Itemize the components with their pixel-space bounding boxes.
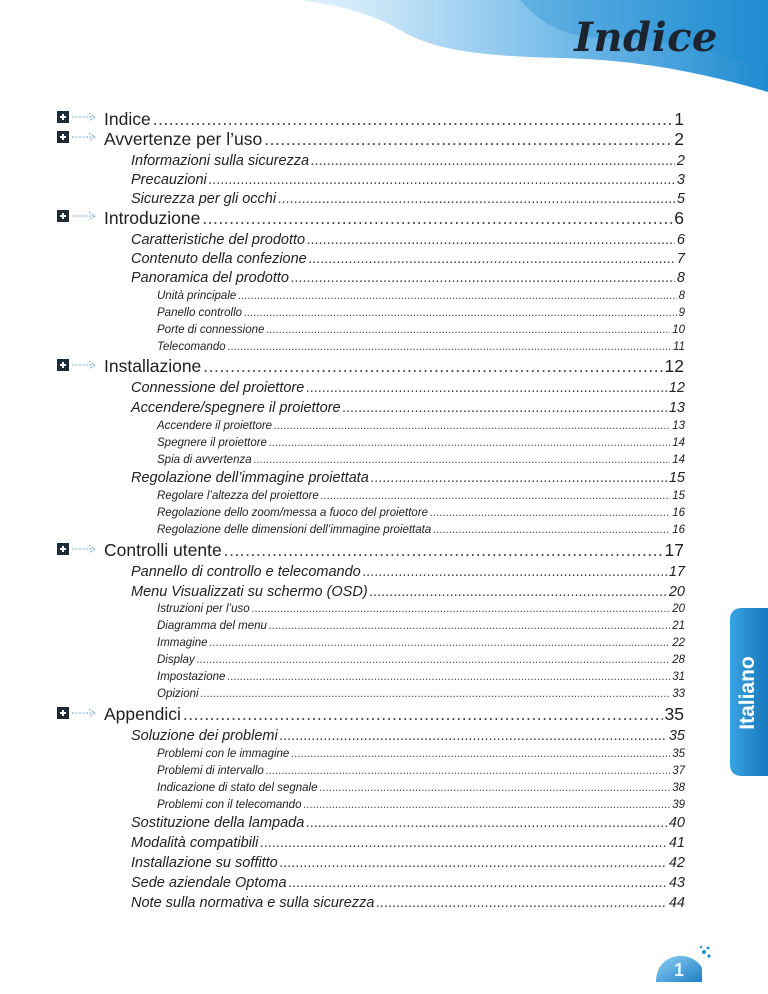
plus-arrow-icon [56,110,100,124]
leader-dots [227,671,670,683]
toc-label: Telecomando [157,341,226,353]
toc-label: Avvertenze per l’uso [104,129,263,149]
toc-page: 39 [672,799,685,811]
toc-label: Problemi con il telecomando [157,799,302,811]
toc-label: Panello controllo [157,307,243,319]
leader-dots [269,620,670,632]
toc-entry[interactable] [104,356,684,377]
toc-entry[interactable] [131,470,685,486]
toc-label: Sede aziendale Optoma [131,875,287,891]
toc-page: 13 [672,420,685,432]
toc-entry[interactable] [131,380,685,396]
leader-dots [202,208,672,229]
toc-page: 17 [668,564,685,580]
toc-page: 12 [668,380,685,396]
leader-dots [266,765,670,777]
toc-entry[interactable] [131,400,685,416]
toc-entry[interactable] [157,688,685,700]
leader-dots [228,341,671,353]
leader-dots [280,728,667,744]
toc-label: Unità principale [157,290,237,302]
toc-entry[interactable] [131,584,685,600]
leader-dots [254,454,671,466]
toc-page: 1 [674,109,684,129]
toc-label: Regolazione dell’immagine proiettata [131,470,369,486]
toc-label: Modalità compatibili [131,835,259,851]
toc-entry[interactable] [104,109,684,130]
toc-label: Controlli utente [104,540,222,560]
toc-page: 14 [672,454,685,466]
toc-page: 12 [664,356,684,376]
toc-label: Indice [104,109,151,129]
toc-page: 6 [674,208,684,228]
toc-page: 2 [674,129,684,149]
leader-dots [224,540,663,561]
toc-page: 9 [678,307,685,319]
toc-entry[interactable] [157,341,685,353]
toc-entry[interactable] [131,232,685,248]
leader-dots [203,356,662,377]
leader-dots [433,524,670,536]
toc-entry[interactable] [131,270,685,286]
toc-entry[interactable] [157,524,685,536]
toc-label: Porte di connessione [157,324,265,336]
toc-page: 15 [672,490,685,502]
page-title: Indice [574,14,718,61]
toc-label: Display [157,654,195,666]
toc-label: Appendici [104,704,181,724]
toc-label: Connessione del proiettore [131,380,305,396]
toc-entry[interactable] [157,765,685,777]
page-header [0,0,768,100]
leader-dots [209,172,675,188]
toc-entry[interactable] [157,437,685,449]
toc-page: 8 [676,270,685,286]
toc-label: Problemi di intervallo [157,765,264,777]
toc-page: 44 [668,895,685,911]
toc-page: 11 [673,341,685,353]
toc-label: Accendere/spegnere il proiettore [131,400,341,416]
toc-label: Spia di avvertenza [157,454,252,466]
plus-arrow-icon [56,706,100,720]
leader-dots [309,251,675,267]
toc-page: 20 [668,584,685,600]
toc-page: 10 [672,324,685,336]
language-label [730,618,766,768]
leader-dots [430,507,670,519]
leader-dots [289,875,667,891]
plus-arrow-icon [56,130,100,144]
toc-page: 37 [672,765,685,777]
leader-dots [274,420,670,432]
toc-entry[interactable] [157,290,685,302]
toc-entry[interactable] [131,815,685,831]
toc-page: 7 [676,251,685,267]
toc-page: 35 [664,704,684,724]
page-number-badge [654,944,714,984]
toc-label: Pannello di controllo e telecomando [131,564,361,580]
toc-label: Precauzioni [131,172,207,188]
toc-page: 17 [664,540,684,560]
toc-entry[interactable] [157,654,685,666]
leader-dots [278,191,675,207]
toc-page: 20 [672,603,685,615]
toc-entry[interactable] [131,172,685,188]
toc-label: Contenuto della confezione [131,251,307,267]
toc-page: 33 [672,688,685,700]
plus-arrow-icon [56,209,100,223]
toc-page: 40 [668,815,685,831]
toc-page: 21 [672,620,685,632]
leader-dots [252,603,671,615]
toc-entry[interactable] [157,799,685,811]
toc-label: Soluzione dei problemi [131,728,278,744]
toc-label: Caratteristiche del prodotto [131,232,306,248]
toc-page: 16 [672,507,685,519]
toc-entry[interactable] [131,191,685,207]
toc-label: Introduzione [104,208,201,228]
leader-dots [260,835,667,851]
toc-label: Spegnere il proiettore [157,437,267,449]
leader-dots [210,637,671,649]
toc-page: 13 [668,400,685,416]
leader-dots [291,270,675,286]
toc-entry[interactable] [157,324,685,336]
toc-page: 14 [672,437,685,449]
toc-entry[interactable] [157,420,685,432]
leader-dots [303,799,670,811]
toc-entry[interactable] [157,637,685,649]
toc-page: 41 [668,835,685,851]
leader-dots [321,490,670,502]
leader-dots [269,437,670,449]
toc-entry[interactable] [131,835,685,851]
toc-entry[interactable] [157,507,685,519]
toc-entry[interactable] [104,208,684,229]
leader-dots [370,584,667,600]
toc-entry[interactable] [157,490,685,502]
toc-entry[interactable] [157,454,685,466]
toc-page: 8 [678,290,685,302]
toc-label: Regolazione dello zoom/messa a fuoco del proiettore [157,507,429,519]
leader-dots [363,564,667,580]
toc-entry[interactable] [157,782,685,794]
toc-page: 42 [668,855,685,871]
toc-entry[interactable] [131,895,685,911]
toc-entry[interactable] [131,875,685,891]
toc-page: 35 [668,728,685,744]
toc-entry[interactable] [131,153,685,169]
toc-entry[interactable] [157,307,685,319]
toc-page: 5 [676,191,685,207]
toc-page: 38 [672,782,685,794]
leader-dots [238,290,676,302]
toc-page: 2 [676,153,685,169]
leader-dots [306,815,667,831]
toc-label: Accendere il proiettore [157,420,273,432]
language-side-tab [728,608,768,776]
leader-dots [319,782,670,794]
toc-page: 35 [672,748,685,760]
language-label-text: Italiano [736,656,759,730]
toc-entry[interactable] [131,855,685,871]
leader-dots [244,307,677,319]
plus-arrow-icon [56,542,100,556]
leader-dots [376,895,666,911]
toc-entry[interactable] [131,564,685,580]
toc-label: Installazione su soffitto [131,855,278,871]
toc-label: Sicurezza per gli occhi [131,191,277,207]
toc-page: 16 [672,524,685,536]
leader-dots [280,855,667,871]
toc-label: Installazione [104,356,202,376]
toc-entry[interactable] [104,704,684,725]
toc-label: Sostituzione della lampada [131,815,305,831]
leader-dots [197,654,670,666]
toc-label: Opizioni [157,688,199,700]
leader-dots [311,153,675,169]
toc-page: 43 [668,875,685,891]
leader-dots [153,109,673,130]
toc-entry[interactable] [131,728,685,744]
plus-arrow-icon [56,358,100,372]
toc-label: Problemi con le immagine [157,748,290,760]
leader-dots [306,380,667,396]
toc-label: Regolazione delle dimensioni dell’immagine proiettata [157,524,432,536]
leader-dots [266,324,670,336]
toc-label: Informazioni sulla sicurezza [131,153,310,169]
toc-page: 22 [672,637,685,649]
toc-label: Note sulla normativa e sulla sicurezza [131,895,375,911]
toc-label: Menu Visualizzati su schermo (OSD) [131,584,368,600]
toc-page: 15 [668,470,685,486]
leader-dots [307,232,675,248]
toc-entry[interactable] [157,671,685,683]
toc-label: Immagine [157,637,208,649]
toc-entry[interactable] [104,540,684,561]
toc-entry[interactable] [104,129,684,150]
leader-dots [264,129,672,150]
toc-label: Impostazione [157,671,226,683]
leader-dots [201,688,671,700]
leader-dots [291,748,670,760]
toc-entry[interactable] [157,620,685,632]
toc-label: Regolare l’altezza del proiettore [157,490,319,502]
leader-dots [183,704,663,725]
toc-label: Diagramma del menu [157,620,267,632]
toc-label: Istruzioni per l’uso [157,603,250,615]
page-number: 1 [673,960,684,980]
toc-page: 3 [676,172,685,188]
toc-label: Indicazione di stato del segnale [157,782,318,794]
toc-entry[interactable] [157,748,685,760]
toc-page: 28 [672,654,685,666]
leader-dots [371,470,667,486]
leader-dots [343,400,667,416]
toc-entry[interactable] [157,603,685,615]
toc-entry[interactable] [131,251,685,267]
toc-label: Panoramica del prodotto [131,270,289,286]
toc-page: 31 [672,671,685,683]
toc-page: 6 [676,232,685,248]
